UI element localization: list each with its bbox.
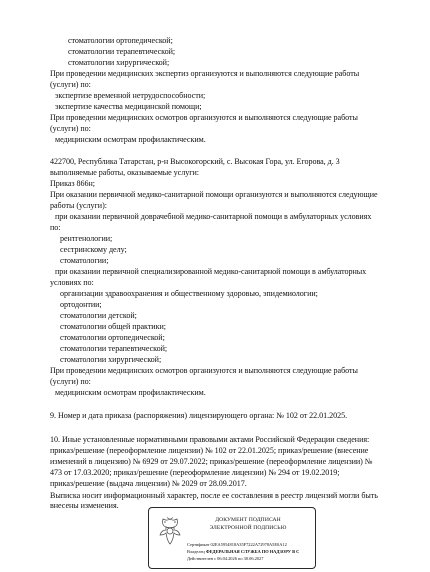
text-line: При проведении медицинских экспертиз организуются и выполняются следующие работы xyxy=(50,69,360,78)
text-line: При оказании первичной медико-санитарной помощи организуются и выполняются следующие xyxy=(50,190,378,199)
text-line: (услуги) по: xyxy=(50,377,91,386)
text-line: сестринскому делу; xyxy=(60,245,127,254)
text-line: приказ/решение (переоформление лицензии) № 102 от 22.01.2025; приказ/решение (внесение xyxy=(50,446,369,455)
text-line: стоматологии; xyxy=(60,256,109,265)
stamp-title xyxy=(185,517,311,532)
text-line: стоматологии ортопедической; xyxy=(60,333,165,342)
text-line: изменений в лицензию) № 6929 от 29.07.2022; приказ/решение (переоформление лицензии) № xyxy=(50,457,373,466)
text-line: При проведении медицинских осмотров организуются и выполняются следующие работы xyxy=(50,366,358,375)
text-line: стоматологии общей практики; xyxy=(60,322,166,331)
text-line: стоматологии терапевтической; xyxy=(60,344,168,353)
order-number-line: 9. Номер и дата приказа (распоряжения) лицензирующего органа: № 102 от 22.01.2025. xyxy=(50,411,348,420)
text-line: стоматологии хирургической; xyxy=(68,58,170,67)
text-line: при оказании первичной доврачебной медико-санитарной помощи в амбулаторных условиях xyxy=(55,212,372,221)
text-line: приказ/решение (выдача лицензии) № 2029 от 28.09.2017. xyxy=(50,479,247,488)
owner-value: ФЕДЕРАЛЬНАЯ СЛУЖБА ПО НАДЗОРУ В С xyxy=(205,549,300,554)
text-line: стоматологии терапевтической; xyxy=(68,47,176,56)
stamp-title-line: ДОКУМЕНТ ПОДПИСАН xyxy=(215,517,281,523)
text-line: Приказ 866н; xyxy=(50,179,95,188)
text-line: экспертизе качества медицинской помощи; xyxy=(55,102,202,111)
coat-of-arms-icon xyxy=(157,516,183,546)
disclaimer-line: внесены изменения. xyxy=(50,501,119,510)
certificate-label: Сертификат xyxy=(187,542,210,547)
text-line: рентгенологии; xyxy=(60,234,113,243)
text-line: стоматологии хирургической; xyxy=(60,355,162,364)
text-line: (услуги) по: xyxy=(50,124,91,133)
text-line: условиях по: xyxy=(50,278,94,287)
text-line: При проведении медицинских осмотров организуются и выполняются следующие работы xyxy=(50,113,358,122)
disclaimer-line: Выписка носит информационный характер, после ее составления в реестр лицензий могли быть xyxy=(50,491,378,500)
text-line: медицинским осмотрам профилактическим. xyxy=(55,135,206,144)
text-line: ортодонтии; xyxy=(60,300,102,309)
validity-line: Действителен с 06.04.2026 по 30.06.2027 xyxy=(187,556,264,561)
text-line: выполняемые работы, оказываемые услуги: xyxy=(50,168,199,177)
owner-label: Владелец xyxy=(187,549,205,554)
text-line: при оказании первичной специализированной медико-санитарной помощи в амбулаторных xyxy=(55,267,367,276)
text-line: медицинским осмотрам профилактическим. xyxy=(55,388,206,397)
certificate-value: 02EA5954818A35F7222A72978A5E0A12 xyxy=(210,542,287,547)
text-line: (услуги) по: xyxy=(50,80,91,89)
text-line: 10. Иные установленные нормативными правовыми актами Российской Федерации сведения: xyxy=(50,435,370,444)
text-line: работы (услуги): xyxy=(50,201,107,210)
text-line: экспертизе временной нетрудоспособности; xyxy=(55,91,206,100)
address-line: 422700, Республика Татарстан, р-н Высокогорский, с. Высокая Гора, ул. Егорова, д. 3 xyxy=(50,157,340,166)
text-line: стоматологии ортопедической; xyxy=(68,36,173,45)
certificate-line xyxy=(187,542,287,548)
text-line: по: xyxy=(50,223,61,232)
text-line: 473 от 17.03.2020; приказ/решение (переоформление лицензии) № 294 от 19.02.2019; xyxy=(50,468,340,477)
stamp-title-line: ЭЛЕКТРОННОЙ ПОДПИСЬЮ xyxy=(209,524,287,531)
text-line: стоматологии детской; xyxy=(60,311,137,320)
electronic-signature-stamp xyxy=(148,507,316,569)
text-line: организации здравоохранения и общественному здоровью, эпидемиологии; xyxy=(60,289,318,298)
owner-line xyxy=(187,549,299,555)
